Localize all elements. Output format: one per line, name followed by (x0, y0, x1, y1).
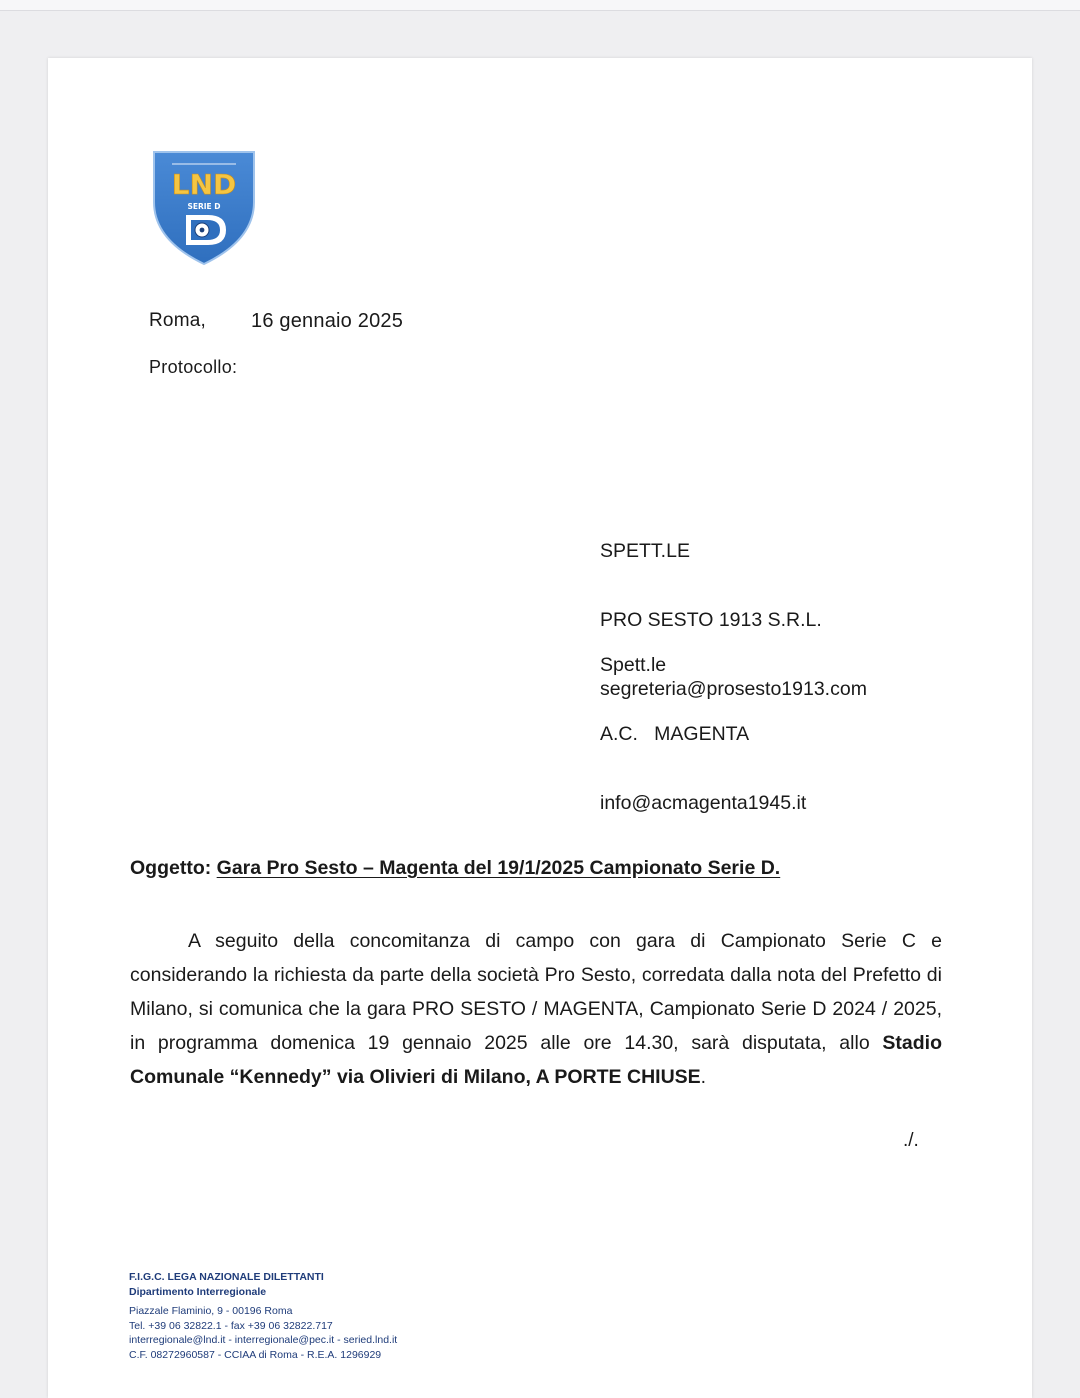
svg-text:LND: LND (171, 168, 237, 201)
letterhead-footer (129, 1270, 397, 1362)
recipient-title: Spett.le (600, 654, 667, 676)
continuation-mark: ./. (903, 1130, 919, 1151)
body-text: A seguito della concomitanza di campo con gara di Campionato Serie C e considerando la richiesta da parte della società Pro Sesto, corredata dalla nota del Prefetto di Milano, si comunica che la gara PRO SESTO / MAGENTA, Campionato Serie D 2024 / 2025, in programma domenica 19 gennaio 2025 alle ore 14.30, sarà disputata, allo (130, 930, 942, 1054)
footer-org: F.I.G.C. LEGA NAZIONALE DILETTANTI (129, 1271, 324, 1283)
recipient-block-2 (600, 608, 806, 838)
footer-dept: Dipartimento Interregionale (129, 1285, 267, 1298)
letter-date: 16 gennaio 2025 (251, 310, 404, 332)
subject-line (130, 857, 780, 880)
letter-body (130, 924, 942, 1094)
window-top-bar (0, 0, 1080, 11)
svg-text:SERIE D: SERIE D (187, 202, 221, 211)
recipient-title: SPETT.LE (600, 540, 690, 562)
recipient-name: PRO SESTO 1913 S.R.L. (600, 609, 822, 631)
body-bold-text: Stadio Comunale “Kennedy” via Olivieri di Milano, A PORTE CHIUSE (130, 1032, 942, 1088)
protocol-label: Protocollo: (149, 357, 238, 377)
lnd-serie-d-logo (150, 148, 258, 266)
subject-label: Oggetto: (130, 857, 212, 879)
footer-address: Piazzale Flaminio, 9 - 00196 Roma (129, 1305, 293, 1317)
lnd-shield-icon (150, 148, 258, 266)
footer-registry: C.F. 08272960587 - CCIAA di Roma - R.E.A. 1296929 (129, 1348, 382, 1361)
recipient-email: info@acmagenta1945.it (600, 792, 807, 814)
footer-phone: Tel. +39 06 32822.1 - fax +39 06 32822.717 (129, 1319, 333, 1332)
letter-city: Roma, (149, 310, 206, 331)
recipient-name: A.C. MAGENTA (600, 723, 750, 745)
recipient-email: segreteria@prosesto1913.com (600, 678, 867, 700)
subject-text: Gara Pro Sesto – Magenta del 19/1/2025 Campionato Serie D. (216, 857, 781, 879)
footer-emails: interregionale@lnd.it - interregionale@pec.it - seried.lnd.it (129, 1334, 398, 1346)
body-end: . (700, 1066, 707, 1088)
